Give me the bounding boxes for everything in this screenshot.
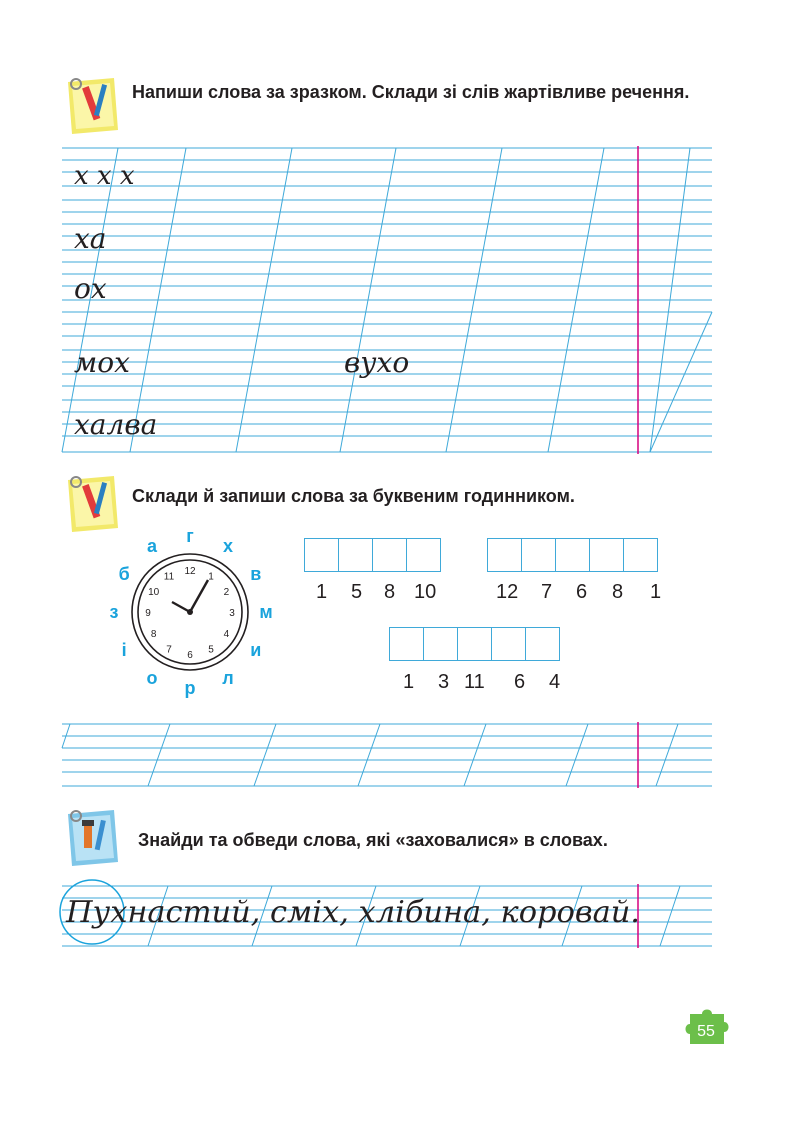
clock-number: 7 xyxy=(166,644,172,656)
clock-number: 9 xyxy=(145,608,151,619)
code: 1 xyxy=(316,581,328,603)
clock-letter: б xyxy=(118,564,130,584)
clock-number: 2 xyxy=(223,587,230,598)
sample-row-4-right: вухо xyxy=(344,346,410,379)
sentence-text: Пухнастий, сміх, хлібина, коровай. xyxy=(64,895,640,930)
clock-number: 5 xyxy=(208,644,214,656)
sample-row-2: ха xyxy=(74,222,107,255)
code: 12 xyxy=(496,581,519,603)
clock-number: 8 xyxy=(150,629,157,640)
task-3 xyxy=(62,806,722,872)
clock-letter: л xyxy=(222,667,234,688)
page-number-badge xyxy=(684,1004,732,1048)
task-3-instruction: Знайди та обведи слова, які «заховалися» в словах. xyxy=(138,830,608,850)
code: 1 xyxy=(650,581,662,603)
clock-letter: з xyxy=(109,602,119,622)
clock-letter: в xyxy=(250,564,262,584)
code: 5 xyxy=(351,581,363,603)
clock-number: 4 xyxy=(223,629,230,640)
code: 8 xyxy=(612,581,624,603)
clock-letter: о xyxy=(146,667,158,688)
clock-number: 12 xyxy=(184,566,196,577)
clock-letter: і xyxy=(121,640,127,660)
paintbrush-note-icon xyxy=(62,806,122,868)
sample-row-1: х х х xyxy=(74,161,135,191)
code: 8 xyxy=(384,581,396,603)
clock-number: 6 xyxy=(187,650,193,661)
writing-area-2 xyxy=(62,724,712,786)
code: 3 xyxy=(438,671,450,693)
clock-letter: р xyxy=(184,678,196,698)
clock-letter: и xyxy=(250,640,262,660)
clock-number: 1 xyxy=(208,571,214,583)
code: 1 xyxy=(403,671,415,693)
page-number: 55 xyxy=(697,1023,715,1040)
code: 6 xyxy=(514,671,526,693)
clock-letter: а xyxy=(146,536,158,557)
task-2-instruction: Склади й запиши слова за буквеним годинником. xyxy=(132,486,575,506)
code: 4 xyxy=(549,671,561,693)
code: 7 xyxy=(541,581,553,603)
clock-number: 3 xyxy=(229,608,235,619)
clock-letter: м xyxy=(259,602,273,622)
code: 10 xyxy=(414,581,437,603)
clock-letter: г xyxy=(186,526,194,546)
sample-row-3: ох xyxy=(74,272,107,305)
clock-letter: х xyxy=(222,536,234,557)
sample-row-4: мох xyxy=(74,346,130,379)
task-1-instruction: Напиши слова за зразком. Склади зі слів жартівливе речення. xyxy=(132,82,690,102)
code: 11 xyxy=(464,671,485,693)
sample-row-5: халва xyxy=(74,408,158,441)
clock-number: 11 xyxy=(163,571,175,583)
clock-number: 10 xyxy=(148,587,160,598)
code: 6 xyxy=(576,581,588,603)
